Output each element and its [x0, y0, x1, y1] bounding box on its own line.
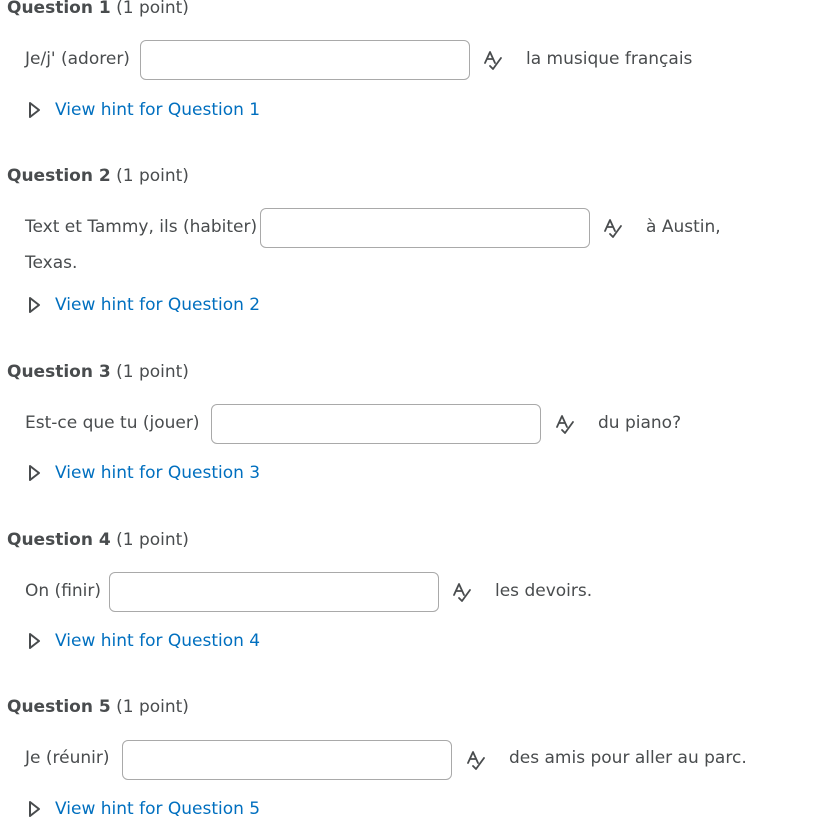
- spell-check-icon[interactable]: [602, 217, 624, 239]
- prompt-after: à Austin,: [646, 217, 721, 237]
- question-title: Question 5: [7, 697, 111, 717]
- question-title: Question 1: [7, 0, 111, 18]
- prompt-after-wrap: Texas.: [25, 253, 78, 273]
- hint-toggle[interactable]: [28, 293, 260, 317]
- hint-link[interactable]: View hint for Question 5: [55, 799, 261, 819]
- hint-toggle[interactable]: [28, 98, 260, 122]
- prompt-before: Est-ce que tu (jouer): [25, 413, 200, 433]
- question-title: Question 3: [7, 362, 111, 382]
- hint-link[interactable]: View hint for Question 4: [55, 631, 261, 651]
- answer-field[interactable]: [140, 40, 470, 80]
- question-points: (1 point): [116, 0, 189, 18]
- answer-field[interactable]: [211, 404, 541, 444]
- prompt-after: du piano?: [598, 413, 682, 433]
- prompt-before: Je (réunir): [25, 748, 110, 768]
- triangle-right-icon: [28, 800, 42, 818]
- question-heading: [7, 362, 189, 382]
- prompt-after: des amis pour aller au parc.: [509, 748, 747, 768]
- question-heading: [7, 530, 189, 550]
- spell-check-icon[interactable]: [482, 49, 504, 71]
- answer-field[interactable]: [109, 572, 439, 612]
- spell-check-icon[interactable]: [554, 413, 576, 435]
- prompt-before: Je/j' (adorer): [25, 49, 130, 69]
- hint-link[interactable]: View hint for Question 2: [55, 295, 261, 315]
- question-title: Question 4: [7, 530, 111, 550]
- question-points: (1 point): [116, 697, 189, 717]
- hint-toggle[interactable]: [28, 629, 260, 653]
- question-points: (1 point): [116, 166, 189, 186]
- triangle-right-icon: [28, 464, 42, 482]
- hint-link[interactable]: View hint for Question 1: [55, 100, 261, 120]
- question-heading: [7, 0, 189, 18]
- question-points: (1 point): [116, 362, 189, 382]
- spell-check-icon[interactable]: [451, 581, 473, 603]
- prompt-after: les devoirs.: [495, 581, 593, 601]
- prompt-before: Text et Tammy, ils (habiter): [25, 217, 258, 237]
- question-heading: [7, 697, 189, 717]
- triangle-right-icon: [28, 632, 42, 650]
- triangle-right-icon: [28, 296, 42, 314]
- question-points: (1 point): [116, 530, 189, 550]
- hint-link[interactable]: View hint for Question 3: [55, 463, 261, 483]
- triangle-right-icon: [28, 101, 42, 119]
- answer-field[interactable]: [260, 208, 590, 248]
- question-title: Question 2: [7, 166, 111, 186]
- answer-field[interactable]: [122, 740, 452, 780]
- hint-toggle[interactable]: [28, 797, 260, 821]
- prompt-after: la musique français: [526, 49, 693, 69]
- spell-check-icon[interactable]: [465, 749, 487, 771]
- prompt-before: On (finir): [25, 581, 102, 601]
- question-heading: [7, 166, 189, 186]
- hint-toggle[interactable]: [28, 461, 260, 485]
